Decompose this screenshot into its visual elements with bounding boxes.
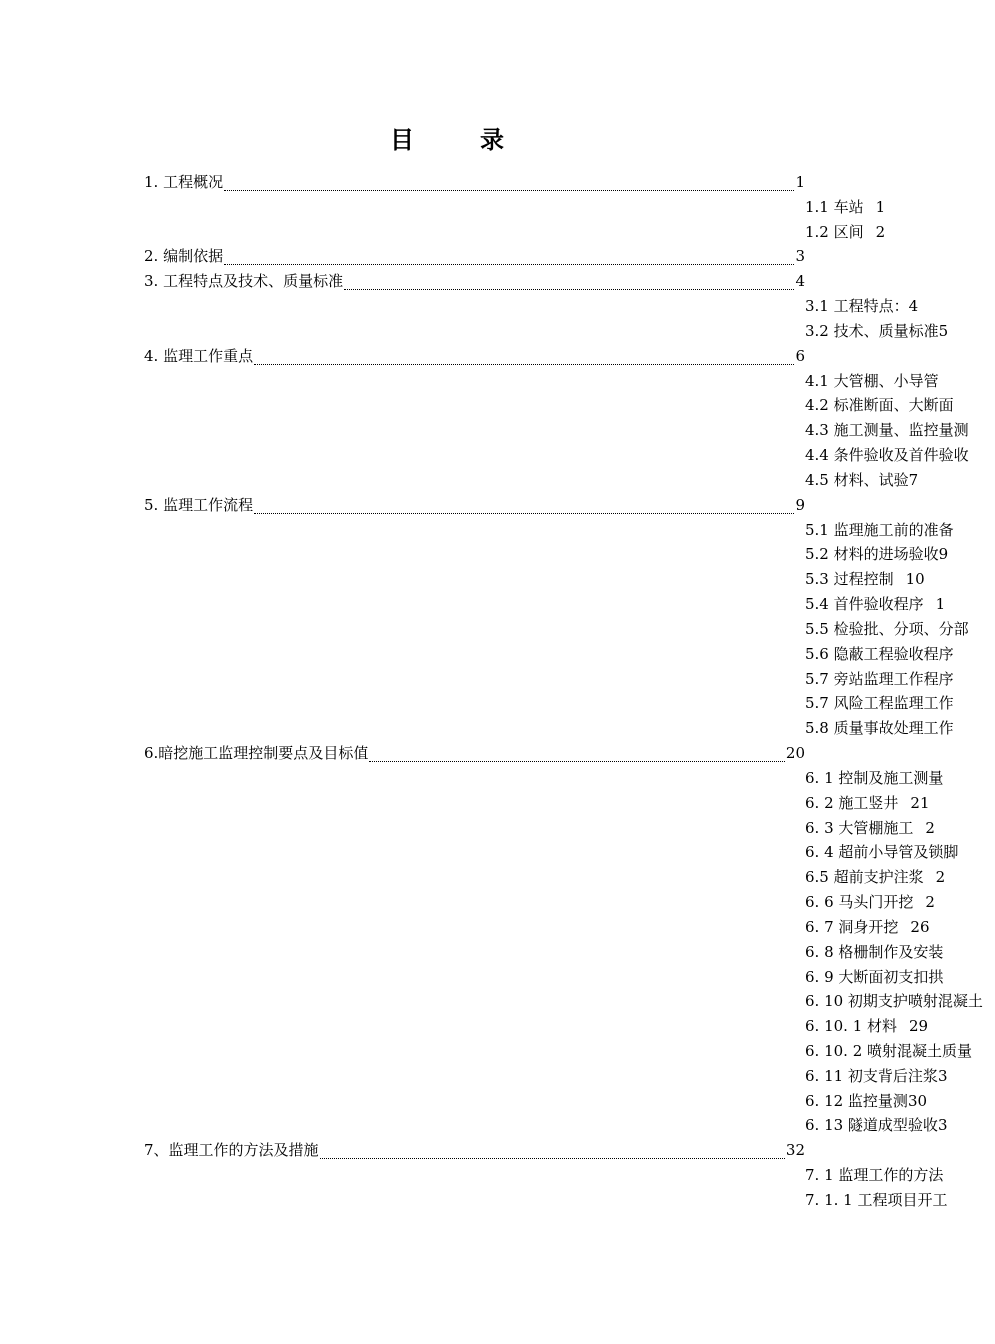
toc-entry-page-number: 20 [785, 744, 805, 763]
toc-dot-leader [254, 364, 794, 365]
toc-entry-label: 6. 9 大断面初支扣拱 [805, 967, 944, 986]
toc-entry-page-number: 29 [909, 1017, 929, 1036]
toc-entry-section[interactable] [805, 865, 950, 890]
toc-entry-section[interactable] [805, 1188, 950, 1213]
toc-entry-label: 6. 1 控制及施工测量 [805, 768, 944, 787]
toc-entry-label: 2. 编制依据 [144, 247, 224, 266]
toc-entry-page-number: 9 [795, 495, 805, 514]
toc-entry-section[interactable] [805, 1064, 950, 1089]
toc-entry-section[interactable] [805, 965, 950, 990]
toc-entry-label: 6. 10 初期支护喷射混凝土 [805, 992, 983, 1011]
toc-entry-label: 7. 1 监理工作的方法 [805, 1166, 944, 1185]
toc-entry-label: 7. 1. 1 工程项目开工 [805, 1190, 948, 1209]
toc-entry-section[interactable] [805, 393, 954, 418]
toc-entry-section[interactable] [805, 542, 950, 567]
toc-entry-label: 5.7 旁站监理工作程序 [805, 669, 954, 688]
toc-entry-label: 6. 10. 1 材料 [805, 1017, 898, 1036]
toc-dot-leader [224, 190, 794, 191]
toc-dot-leader [344, 289, 794, 290]
toc-entry-label: 6. 2 施工竖井 [805, 793, 899, 812]
toc-entry-chapter[interactable] [144, 344, 805, 369]
toc-entry-label: 4.3 施工测量、监控量测 [805, 421, 969, 440]
toc-entry-section[interactable] [805, 443, 969, 468]
toc-entry-section[interactable] [805, 1014, 950, 1039]
toc-entry-chapter[interactable] [144, 1138, 805, 1163]
toc-entry-chapter[interactable] [144, 741, 805, 766]
toc-entry-page-number: 4 [795, 272, 805, 291]
toc-entry-page-number: 32 [785, 1141, 805, 1160]
toc-entry-label: 5. 监理工作流程 [144, 495, 254, 514]
toc-entry-label: 4.1 大管棚、小导管 [805, 371, 939, 390]
toc-entry-section[interactable] [805, 816, 950, 841]
toc-entry-label: 6. 6 马头门开挖 [805, 893, 914, 912]
toc-entry-section[interactable] [805, 418, 969, 443]
toc-entry-label: 7、监理工作的方法及措施 [144, 1141, 319, 1160]
toc-entry-label: 6. 12 监控量测 [805, 1091, 908, 1110]
toc-entry-label: 5.2 材料的进场验收9 [805, 545, 949, 564]
toc-entry-label: 4.5 材料、试验7 [805, 470, 919, 489]
toc-entry-section[interactable] [805, 1113, 950, 1138]
toc-entry-label: 6.5 超前支护注浆 [805, 868, 924, 887]
toc-entry-section[interactable] [805, 294, 950, 319]
toc-entry-section[interactable] [805, 592, 950, 617]
toc-entry-section[interactable] [805, 220, 950, 245]
toc-entry-page-number: 1 [875, 197, 886, 216]
toc-entry-section[interactable] [805, 319, 950, 344]
toc-entry-chapter[interactable] [144, 269, 805, 294]
toc-entry-page-number: 2 [925, 818, 935, 837]
toc-entry-section[interactable] [805, 1163, 950, 1188]
toc-entry-label: 6. 11 初支背后注浆 [805, 1066, 938, 1085]
toc-entry-page-number: 3 [937, 1066, 948, 1085]
toc-entry-label: 6. 4 超前小导管及锁脚 [805, 843, 959, 862]
toc-entry-section[interactable] [805, 766, 950, 791]
toc-entry-label: 1.2 区间 [805, 222, 864, 241]
toc-entry-section[interactable] [805, 518, 954, 543]
toc-entry-page-number: 6 [795, 346, 805, 365]
toc-entry-label: 3.1 工程特点： [805, 297, 909, 316]
toc-entry-section[interactable] [805, 691, 954, 716]
toc-entry-section[interactable] [805, 369, 950, 394]
toc-entry-label: 6. 10. 2 喷射混凝土质量 [805, 1041, 973, 1060]
toc-entry-section[interactable] [805, 667, 954, 692]
toc-entry-chapter[interactable] [144, 170, 805, 195]
toc-entry-label: 6. 3 大管棚施工 [805, 818, 914, 837]
toc-entry-label: 5.3 过程控制 [805, 570, 894, 589]
toc-entry-chapter[interactable] [144, 244, 805, 269]
table-of-contents [0, 170, 983, 1213]
toc-entry-section[interactable] [805, 195, 950, 220]
toc-entry-page-number: 4 [908, 297, 919, 316]
toc-entry-label: 3. 工程特点及技术、质量标准 [144, 272, 344, 291]
toc-entry-page-number: 21 [910, 793, 930, 812]
toc-entry-section[interactable] [805, 890, 950, 915]
toc-entry-section[interactable] [805, 642, 954, 667]
toc-entry-label: 3.2 技术、质量标准5 [805, 321, 949, 340]
toc-entry-section[interactable] [805, 1039, 973, 1064]
toc-dot-leader [224, 264, 794, 265]
toc-dot-leader [369, 761, 785, 762]
toc-entry-label: 6. 8 格栅制作及安装 [805, 942, 944, 961]
toc-dot-leader [254, 513, 794, 514]
toc-entry-label: 6. 7 洞身开挖 [805, 917, 899, 936]
toc-entry-section[interactable] [805, 915, 950, 940]
toc-entry-section[interactable] [805, 989, 983, 1014]
toc-entry-page-number: 10 [905, 570, 925, 589]
toc-entry-label: 5.1 监理施工前的准备 [805, 520, 954, 539]
toc-entry-section[interactable] [805, 840, 959, 865]
toc-entry-page-number: 2 [875, 222, 886, 241]
toc-entry-page-number: 26 [910, 917, 930, 936]
toc-entry-label: 5.7 风险工程监理工作 [805, 694, 954, 713]
toc-entry-section[interactable] [805, 617, 969, 642]
toc-entry-section[interactable] [805, 468, 950, 493]
page-title: 目录 [390, 125, 570, 154]
toc-entry-page-number: 3 [937, 1116, 948, 1135]
toc-entry-section[interactable] [805, 567, 950, 592]
toc-entry-section[interactable] [805, 940, 950, 965]
toc-entry-section[interactable] [805, 716, 954, 741]
toc-entry-page-number: 2 [925, 893, 935, 912]
toc-entry-page-number: 30 [907, 1091, 928, 1110]
toc-entry-label: 4.2 标准断面、大断面 [805, 396, 954, 415]
toc-dot-leader [320, 1158, 785, 1159]
toc-entry-label: 1. 工程概况 [144, 173, 224, 191]
toc-entry-label: 6.暗挖施工监理控制要点及目标值 [144, 744, 369, 763]
toc-entry-label: 5.5 检验批、分项、分部 [805, 619, 969, 638]
toc-entry-page-number: 3 [795, 247, 805, 266]
toc-entry-page-number: 2 [935, 868, 946, 887]
toc-entry-label: 4. 监理工作重点 [144, 346, 254, 365]
toc-entry-page-number: 1 [795, 173, 805, 191]
toc-entry-label: 5.8 质量事故处理工作 [805, 719, 954, 738]
toc-entry-label: 1.1 车站 [805, 197, 864, 216]
toc-entry-section[interactable] [805, 1089, 950, 1114]
toc-entry-label: 5.4 首件验收程序 [805, 595, 924, 614]
toc-entry-section[interactable] [805, 791, 950, 816]
toc-entry-chapter[interactable] [144, 493, 805, 518]
toc-entry-label: 4.4 条件验收及首件验收 [805, 446, 969, 465]
toc-entry-label: 6. 13 隧道成型验收 [805, 1116, 938, 1135]
toc-entry-label: 5.6 隐蔽工程验收程序 [805, 644, 954, 663]
toc-entry-page-number: 1 [935, 595, 946, 614]
